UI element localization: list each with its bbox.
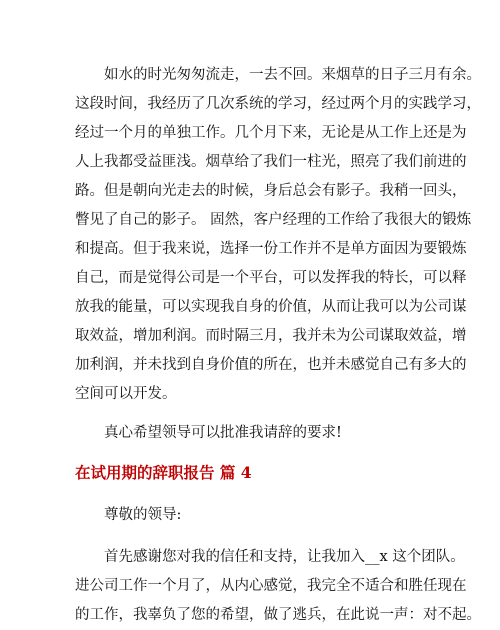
text-line: 真心希望领导可以批准我请辞的要求! — [104, 425, 342, 441]
paragraph-2 — [75, 419, 435, 448]
paragraph-spacer — [75, 409, 435, 419]
text-line: 经过一个月的单独工作。几个月下来，无论是从工作上还是为 — [75, 125, 467, 141]
text-line: 路。但是朝向光走去的时候，身后总会有影子。我稍一回头， — [75, 183, 467, 199]
text-line: 人上我都受益匪浅。烟草给了我们一柱光，照亮了我们前进的 — [75, 154, 467, 170]
paragraph-spacer — [75, 530, 435, 543]
paragraph-spacer — [75, 488, 435, 501]
text-line: 和提高。但于我来说，选择一份工作并不是单方面因为要锻炼 — [75, 241, 467, 257]
text-line: 首先感谢您对我的信任和支持，让我加入__x 这个团队。 — [104, 549, 465, 565]
paragraph-1 — [75, 61, 481, 409]
text-line: 取效益，增加利润。而时隔三月，我并未为公司谋取效益，增 — [75, 328, 467, 344]
section-heading: 在试用期的辞职报告 篇 4 — [75, 463, 252, 482]
text-line: 进公司工作一个月了，从内心感觉，我完全不适合和胜任现在 — [75, 578, 467, 594]
text-line: 的工作，我辜负了您的希望，做了逃兵，在此说一声：对不起。 — [75, 607, 481, 623]
text-line: 自己，而是觉得公司是一个平台，可以发挥我的特长，可以释 — [75, 270, 467, 286]
paragraph-spacer — [75, 448, 435, 458]
text-line: 瞥见了自己的影子。 固然，客户经理的工作给了我很大的锻炼 — [75, 212, 472, 228]
text-line: 如水的时光匆匆流走，一去不回。来烟草的日子三月有余。 — [104, 67, 481, 83]
salutation — [75, 501, 435, 530]
paragraph-3 — [75, 543, 481, 630]
text-line: 加利润，并未找到自身价值的所在，也并未感觉自己有多大的 — [75, 357, 467, 373]
document-body — [75, 61, 481, 630]
text-line: 空间可以开发。 — [75, 386, 177, 402]
text-line: 这段时间，我经历了几次系统的学习，经过两个月的实践学习， — [75, 96, 481, 112]
text-line: 放我的能量，可以实现我自身的价值，从而让我可以为公司谋 — [75, 299, 467, 315]
text-line: 尊敬的领导: — [104, 507, 182, 523]
